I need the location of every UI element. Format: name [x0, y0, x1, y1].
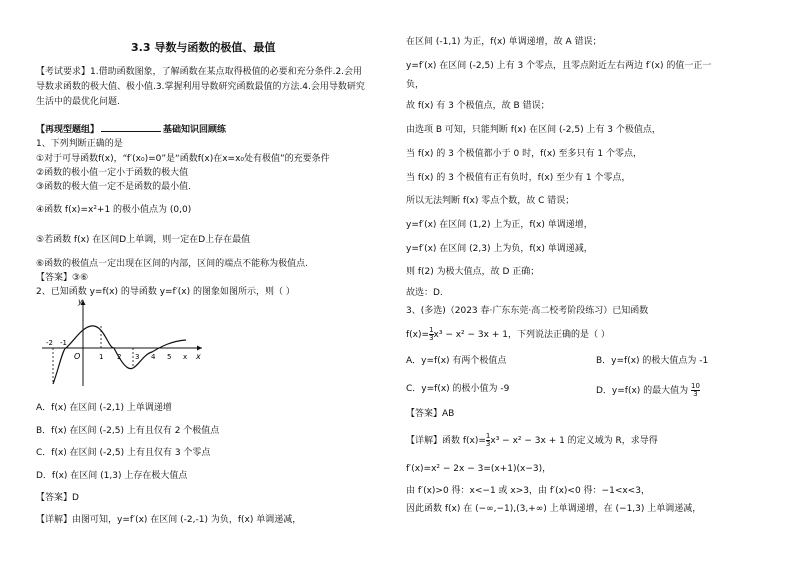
fraction-ten-thirds: $\frac{10}{3}$ [691, 382, 700, 398]
question-2-option: C．f(x) 在区间 (-2,5) 上有且仅有 3 个零点 [36, 448, 211, 458]
explanation-line: y=f′(x) 在区间 (-2,5) 上有 3 个零点，且零点附近左右两边 f′(x) 的值一正一 [406, 61, 712, 71]
tick-label: 1 [99, 353, 104, 361]
fraction-one-third: $\frac{1}{3}$ [485, 432, 491, 448]
question-1-item: ②函数的极小值一定小于函数的极大值 [36, 168, 189, 178]
exam-requirement-line: 生活中的最优化问题. [36, 97, 120, 107]
question-2-answer: 【答案】D [36, 493, 79, 503]
question-2-explanation: 【详解】由图可知，y=f′(x) 在区间 (-2,-1) 为负，f(x) 单调递减， [36, 515, 302, 525]
question-3-stem: f(x)= $\frac{1}{3}$ x³ − x² − 3x + 1，下列说法正确的是（ ） [406, 326, 610, 342]
question-2-stem: 2、已知函数 y=f(x) 的导函数 y=f′(x) 的图象如图所示，则（ ） [36, 287, 295, 297]
question-3-explanation: 【详解】函数 f(x)= $\frac{1}{3}$ x³ − x² − 3x + 1 的定义域为 R，求导得 [406, 432, 658, 448]
section-heading: 【再现型题组】 基础知识回顾练 [36, 125, 227, 135]
question-3-answer: 【答案】AB [406, 409, 455, 419]
explanation-line: 所以无法判断 f(x) 零点个数，故 C 错误； [406, 196, 575, 206]
tick-label: 4 [151, 353, 156, 361]
question-1-item: ①对于可导函数f(x)，“f′(x₀)=0”是“函数f(x)在x=x₀处有极值”的充要条件 [36, 154, 330, 164]
explanation-line: 则 f(2) 为极大值点，故 D 正确； [406, 267, 540, 277]
question-2-option: B．f(x) 在区间 (-2,5) 上有且仅有 2 个极值点 [36, 426, 220, 436]
y-axis-label: y [78, 297, 83, 306]
question-3-option: C．y=f(x) 的极小值为 -9 [406, 384, 510, 394]
question-3-header: 3、(多选)（2023 春·广东东莞·高二校考阶段练习）已知函数 [406, 306, 649, 316]
explanation-line: 由选项 B 可知，只能判断 f(x) 在区间 (-2,5) 上有 3 个极值点， [406, 125, 661, 135]
question-3-explanation: 由 f′(x)>0 得：x<−1 或 x>3，由 f′(x)<0 得：−1<x<3， [406, 486, 650, 496]
page-title: 3.3 导数与函数的极值、最值 [131, 41, 276, 54]
explanation-line: y=f′(x) 在区间 (2,3) 上为负，f(x) 单调递减， [406, 244, 593, 254]
question-2-option: A．f(x) 在区间 (-2,1) 上单调递增 [36, 403, 172, 413]
explanation-line: 故 f(x) 有 3 个极值点，故 B 错误； [406, 101, 550, 111]
question-1-stem: 1、下列判断正确的是 [36, 139, 123, 149]
question-3-explanation: f′(x)=x² − 2x − 3=(x+1)(x−3)， [406, 464, 552, 474]
question-3-option: D．y=f(x) 的最大值为 $\frac{10}{3}$ [596, 382, 700, 398]
x-axis-arrow [197, 346, 202, 351]
question-1-item: ⑥函数的极值点一定出现在区间的内部，区间的端点不能称为极值点. [36, 259, 308, 269]
exam-requirement-line: 导数求函数的极大值、极小值.3.掌握利用导数研究函数最值的方法.4.会用导数研究 [36, 82, 365, 92]
fraction-one-third: $\frac{1}{3}$ [429, 326, 434, 342]
explanation-line: 故选：D. [406, 288, 443, 298]
question-1-answer: 【答案】③⑥ [36, 273, 89, 283]
origin-label: O [74, 352, 81, 361]
tick-label: 3 [135, 353, 140, 361]
explanation-line: 负， [406, 80, 425, 90]
explanation-line: 当 f(x) 的 3 个极值都小于 0 时，f(x) 至多只有 1 个零点， [406, 149, 642, 159]
question-3-explanation: 因此函数 f(x) 在 (−∞,−1),(3,+∞) 上单调递增，在 (−1,3) 上单调递减， [406, 504, 702, 514]
derivative-graph [36, 296, 206, 388]
question-1-item: ④函数 f(x)=x²+1 的极小值点为 (0,0) [36, 205, 192, 215]
tick-label: x [183, 353, 188, 361]
question-3-option: A．y=f(x) 有两个极值点 [406, 356, 507, 366]
tick-label: 2 [117, 353, 122, 361]
question-2-option: D．f(x) 在区间 (1,3) 上存在极大值点 [36, 471, 188, 481]
tick-label: -2 [46, 339, 53, 347]
explanation-line: 当 f(x) 的 3 个极值有正有负时，f(x) 至少有 1 个零点， [406, 173, 631, 183]
explanation-line: 在区间 (-1,1) 为正，f(x) 单调递增，故 A 错误； [406, 37, 602, 47]
x-axis-label: x [196, 352, 201, 361]
explanation-line: y=f′(x) 在区间 (1,2) 上为正，f(x) 单调递增， [406, 220, 593, 230]
tick-label: 5 [167, 353, 172, 361]
tick-label: -1 [60, 339, 67, 347]
question-1-item: ⑤若函数 f(x) 在区间D上单调，则一定在D上存在最值 [36, 235, 251, 245]
question-1-item: ③函数的极大值一定不是函数的最小值. [36, 182, 191, 192]
question-3-option: B．y=f(x) 的极大值点为 -1 [596, 356, 709, 366]
exam-requirement-line: 【考试要求】1.借助函数图象，了解函数在某点取得极值的必要和充分条件.2.会用 [36, 67, 363, 77]
